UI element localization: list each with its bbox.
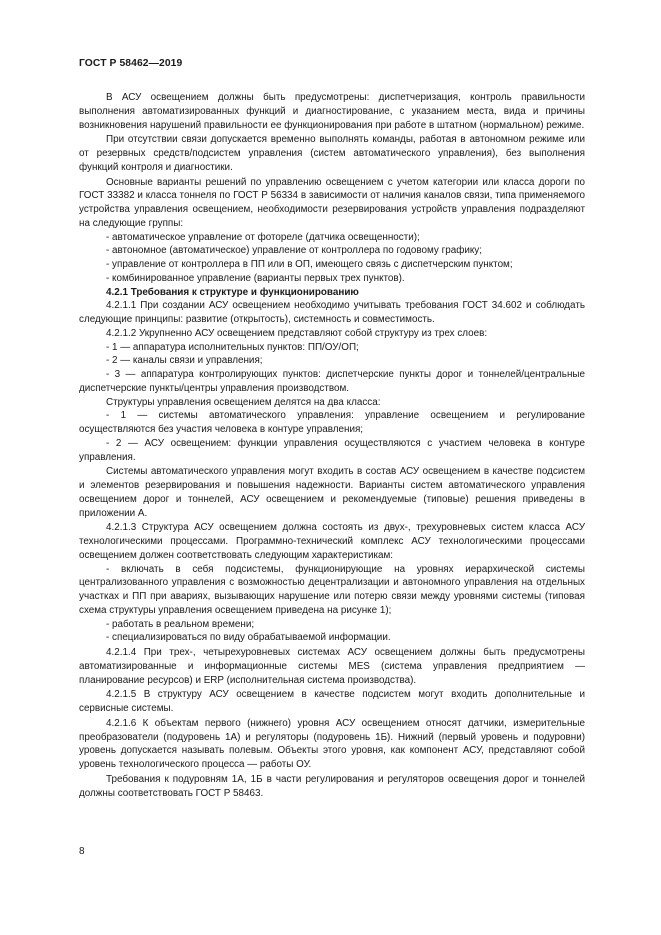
list-item-real-time: - работать в реальном времени; (106, 618, 255, 630)
paragraph-automatic-systems: Системы автоматического управления могут входить в состав АСУ освещением в качестве подсистем и элементов резервирования и повышения надежности. Варианты систем автоматического управления освещением дорог и тоннелей, АСУ освещением и рекомендуемые (типовые) решения приведены в приложении А. (79, 466, 585, 519)
paragraph-sublevel-requirements: Требования к подуровням 1А, 1Б в части регулирования и регуляторов освещения дорог и тоннелей должны соответствовать ГОСТ Р 58463. (79, 773, 585, 799)
section-heading-4-2-1: 4.2.1 Требования к структуре и функционированию (106, 286, 359, 298)
page-number: 8 (79, 846, 85, 857)
list-item-autonomous: - автономное (автоматическое) управление от контроллера по годовому графику; (106, 245, 482, 257)
paragraph-4-2-1-6: 4.2.1.6 К объектам первого (нижнего) уровня АСУ освещением относят датчики, измерительные преобразователи (подуровень 1А) и регуляторы (подуровень 1Б). Нижний (первый уровень и подуровни) уровень допускается называть полевым. Объекты этого уровня, как компонент АСУ, представляют собой уровень технологического процесса — работы ОУ. (79, 717, 585, 770)
list-item-photorelay: - автоматическое управление от фотореле (датчика освещенности); (106, 231, 420, 243)
list-item-layer-1: - 1 — аппаратура исполнительных пунктов: ПП/ОУ/ОП; (106, 341, 359, 353)
paragraph-4-2-1-2: 4.2.1.2 Укрупненно АСУ освещением представляют собой структуру из трех слоев: (106, 327, 488, 339)
document-body (79, 91, 585, 800)
list-item-class-2: - 2 — АСУ освещением: функции управления осуществляются с участием человека в контуре управления. (79, 437, 585, 463)
paragraph-no-connection: При отсутствии связи допускается временно выполнять команды, работая в автономном режиме или от резервных средств/подсистем управления (систем автоматического управления), без выполнения функций контроля и диагностики. (79, 134, 585, 173)
paragraph-structure-classes: Структуры управления освещением делятся на два класса: (106, 396, 381, 408)
list-item-layer-2: - 2 — каналы связи и управления; (106, 355, 263, 367)
paragraph-4-2-1-4: 4.2.1.4 При трех-, четырехуровневых системах АСУ освещением должны быть предусмотрены автоматизированные и информационные системы MES (система управления предприятием — планирование ресурсов) и ERP (исполнительная система производства). (79, 647, 585, 686)
list-item-specialize: - специализироваться по виду обрабатываемой информации. (106, 632, 391, 644)
list-item-combined: - комбинированное управление (варианты первых трех пунктов). (106, 272, 405, 284)
list-item-subsystems: - включать в себя подсистемы, функционирующие на уровнях иерархической системы централизованного управления с возможностью децентрализации и автономного управления на отдельных участках и ПП при авариях, вызывающих нарушение или потерю связи между уровнями системы (типовая схема структуры управления освещением приведена на рисунке 1); (79, 563, 585, 616)
paragraph-dispatching: В АСУ освещением должны быть предусмотрены: диспетчеризация, контроль правильности выполнения автоматизированных функций и диагностирование, с указанием места, вида и причины возникновения нарушений правильности ее функционирования при работе в штатном (нормальном) режиме. (79, 92, 585, 131)
paragraph-4-2-1-5: 4.2.1.5 В структуру АСУ освещением в качестве подсистем могут входить дополнительные и сервисные системы. (79, 689, 585, 714)
list-item-controller: - управление от контроллера в ПП или в ОП, имеющего связь с диспетчерским пунктом; (106, 259, 513, 270)
list-item-layer-3: - 3 — аппаратура контролирующих пунктов: диспетчерские пункты дорог и тоннелей/центральные диспетчерские пункты/центры управления производством. (79, 369, 585, 394)
paragraph-4-2-1-3: 4.2.1.3 Структура АСУ освещением должна состоять из двух-, трехуровневых систем класса АСУ технологическими процессами. Программно-технический комплекс АСУ технологическими процессами освещением должен соответствовать следующим характеристикам: (79, 522, 585, 561)
paragraph-control-variants: Основные варианты решений по управлению освещением с учетом категории или класса дороги по ГОСТ 33382 и класса тоннеля по ГОСТ Р 56334 в зависимости от наличия каналов связи, типа применяемого устройства управления освещением, необходимости резервирования устройств управления подразделяют на следующие группы: (79, 176, 585, 229)
list-item-class-1: - 1 — системы автоматического управления: управление освещением и регулирование осуществляются без участия человека в контуре управления; (79, 410, 585, 435)
standard-header: ГОСТ Р 58462—2019 (79, 58, 183, 69)
paragraph-4-2-1-1: 4.2.1.1 При создании АСУ освещением необходимо учитывать требования ГОСТ 34.602 и соблюдать следующие принципы: развитие (открытость), системность и совместимость. (79, 300, 585, 325)
